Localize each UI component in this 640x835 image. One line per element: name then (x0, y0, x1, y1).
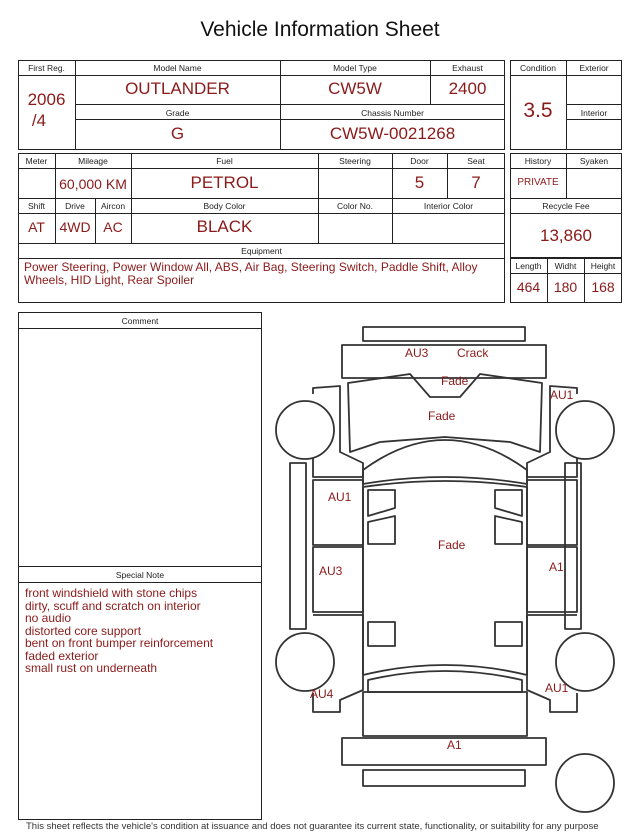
grade-value: G (170, 124, 185, 143)
right-rear-window (495, 622, 522, 646)
note-item: front windshield with stone chips (25, 586, 198, 600)
damage-front-bumper-left: AU3 (405, 346, 429, 360)
syaken-label: Syaken (579, 156, 609, 166)
steering-label: Steering (339, 156, 371, 166)
drive-label: Drive (65, 201, 85, 211)
damage-rear-bumper: A1 (447, 738, 462, 752)
right-side-strip (565, 463, 581, 629)
damage-right-rear-fender: AU1 (545, 681, 569, 695)
mileage-value: 60,000 KM (59, 176, 127, 192)
damage-left-front-door: AU1 (328, 490, 352, 504)
grade-label: Grade (165, 108, 190, 118)
equipment-list: Power Steering, Power Window All, ABS, Air Bag, Steering Switch, Paddle Shift, Alloy Wheels, HID Light, Rear Spoiler (24, 260, 478, 287)
exterior-label: Exterior (579, 63, 609, 73)
damage-left-rear-fender: AU4 (310, 687, 334, 701)
height-value: 168 (591, 279, 615, 295)
model-name-label: Model Name (153, 63, 202, 73)
right-front-window (495, 490, 522, 516)
damage-right-rear-door: A1 (549, 560, 564, 574)
condition-score: 3.5 (523, 99, 553, 122)
damage-hood: Fade (428, 409, 456, 423)
seat-label: Seat (467, 156, 485, 166)
width-value: 180 (553, 279, 578, 295)
rear-left-wheel (276, 633, 334, 691)
interior-label: Interior (580, 108, 608, 118)
aircon-value: AC (103, 219, 123, 235)
interior-color-label: Interior Color (423, 201, 474, 211)
front-left-wheel (276, 401, 334, 459)
note-item: small rust on underneath (25, 661, 158, 675)
seat-value: 7 (471, 173, 481, 192)
note-item: dirty, scuff and scratch on interior (25, 598, 201, 613)
damage-left-rear-door: AU3 (319, 564, 343, 578)
left-mid-window (368, 516, 395, 544)
right-mid-window (495, 516, 522, 544)
fuel-value: PETROL (190, 173, 259, 192)
front-right-wheel (556, 401, 614, 459)
windshield (363, 440, 527, 484)
damage-roof: Fade (438, 538, 466, 552)
left-side-strip (290, 463, 306, 629)
chassis-value: CW5W-0021268 (329, 124, 456, 143)
body-color-label: Body Color (203, 201, 246, 211)
condition-label: Condition (520, 63, 556, 73)
model-type-label: Model Type (333, 63, 377, 73)
mileage-label: Mileage (78, 156, 108, 166)
right-front-door (527, 480, 577, 545)
rear-bumper (342, 738, 546, 765)
equipment-label: Equipment (241, 246, 282, 256)
right-rear-door (527, 547, 577, 612)
recycle-fee-value: 13,860 (540, 226, 592, 245)
history-value: PRIVATE (517, 177, 559, 188)
color-no-label: Color No. (337, 201, 373, 211)
meter-label: Meter (25, 156, 48, 166)
special-note-label: Special Note (115, 570, 165, 580)
length-label: Length (515, 261, 542, 271)
shift-label: Shift (27, 201, 45, 211)
history-label: History (524, 156, 552, 166)
door-label: Door (410, 156, 429, 166)
left-rear-door (313, 547, 363, 612)
chassis-label: Chassis Number (361, 108, 424, 118)
fuel-label: Fuel (216, 156, 233, 166)
door-value: 5 (414, 173, 425, 192)
height-label: Height (590, 261, 616, 271)
damage-front-bumper-right: Crack (457, 346, 489, 360)
sheet-title: Vehicle Information Sheet (200, 18, 440, 41)
tailgate (363, 692, 527, 736)
damage-front-right-fender: AU1 (550, 388, 574, 402)
spare-wheel (556, 754, 614, 812)
note-item: distorted core support (25, 623, 142, 638)
first-reg-month: /4 (31, 111, 47, 130)
model-type-value: CW5W (328, 79, 382, 98)
damage-hood-front: Fade (441, 374, 469, 388)
width-label: Widht (554, 261, 577, 271)
body-color-value: BLACK (196, 217, 253, 236)
note-item: bent on front bumper reinforcement (25, 636, 214, 650)
length-value: 464 (516, 279, 541, 295)
first-reg-label: First Reg. (28, 63, 65, 73)
rear-step (363, 770, 525, 786)
note-item: no audio (25, 611, 72, 625)
rear-glass (368, 671, 522, 692)
recycle-fee-label: Recycle Fee (542, 201, 590, 211)
left-front-window (368, 490, 395, 516)
drive-value: 4WD (59, 219, 91, 235)
disclaimer-footer: This sheet reflects the vehicle's condition at issuance and does not guarantee its current state, functionality, or suitability for any purpose (26, 821, 599, 832)
aircon-label: Aircon (100, 201, 126, 211)
front-bumper-top (363, 327, 525, 341)
model-name-value: OUTLANDER (125, 79, 230, 98)
left-rear-window (368, 622, 395, 646)
left-front-fender (313, 386, 363, 477)
exhaust-value: 2400 (448, 79, 487, 98)
exhaust-label: Exhaust (452, 63, 483, 73)
note-item: faded exterior (25, 648, 99, 663)
comment-label: Comment (121, 316, 159, 326)
first-reg-year: 2006 (27, 90, 66, 109)
shift-value: AT (28, 219, 45, 235)
